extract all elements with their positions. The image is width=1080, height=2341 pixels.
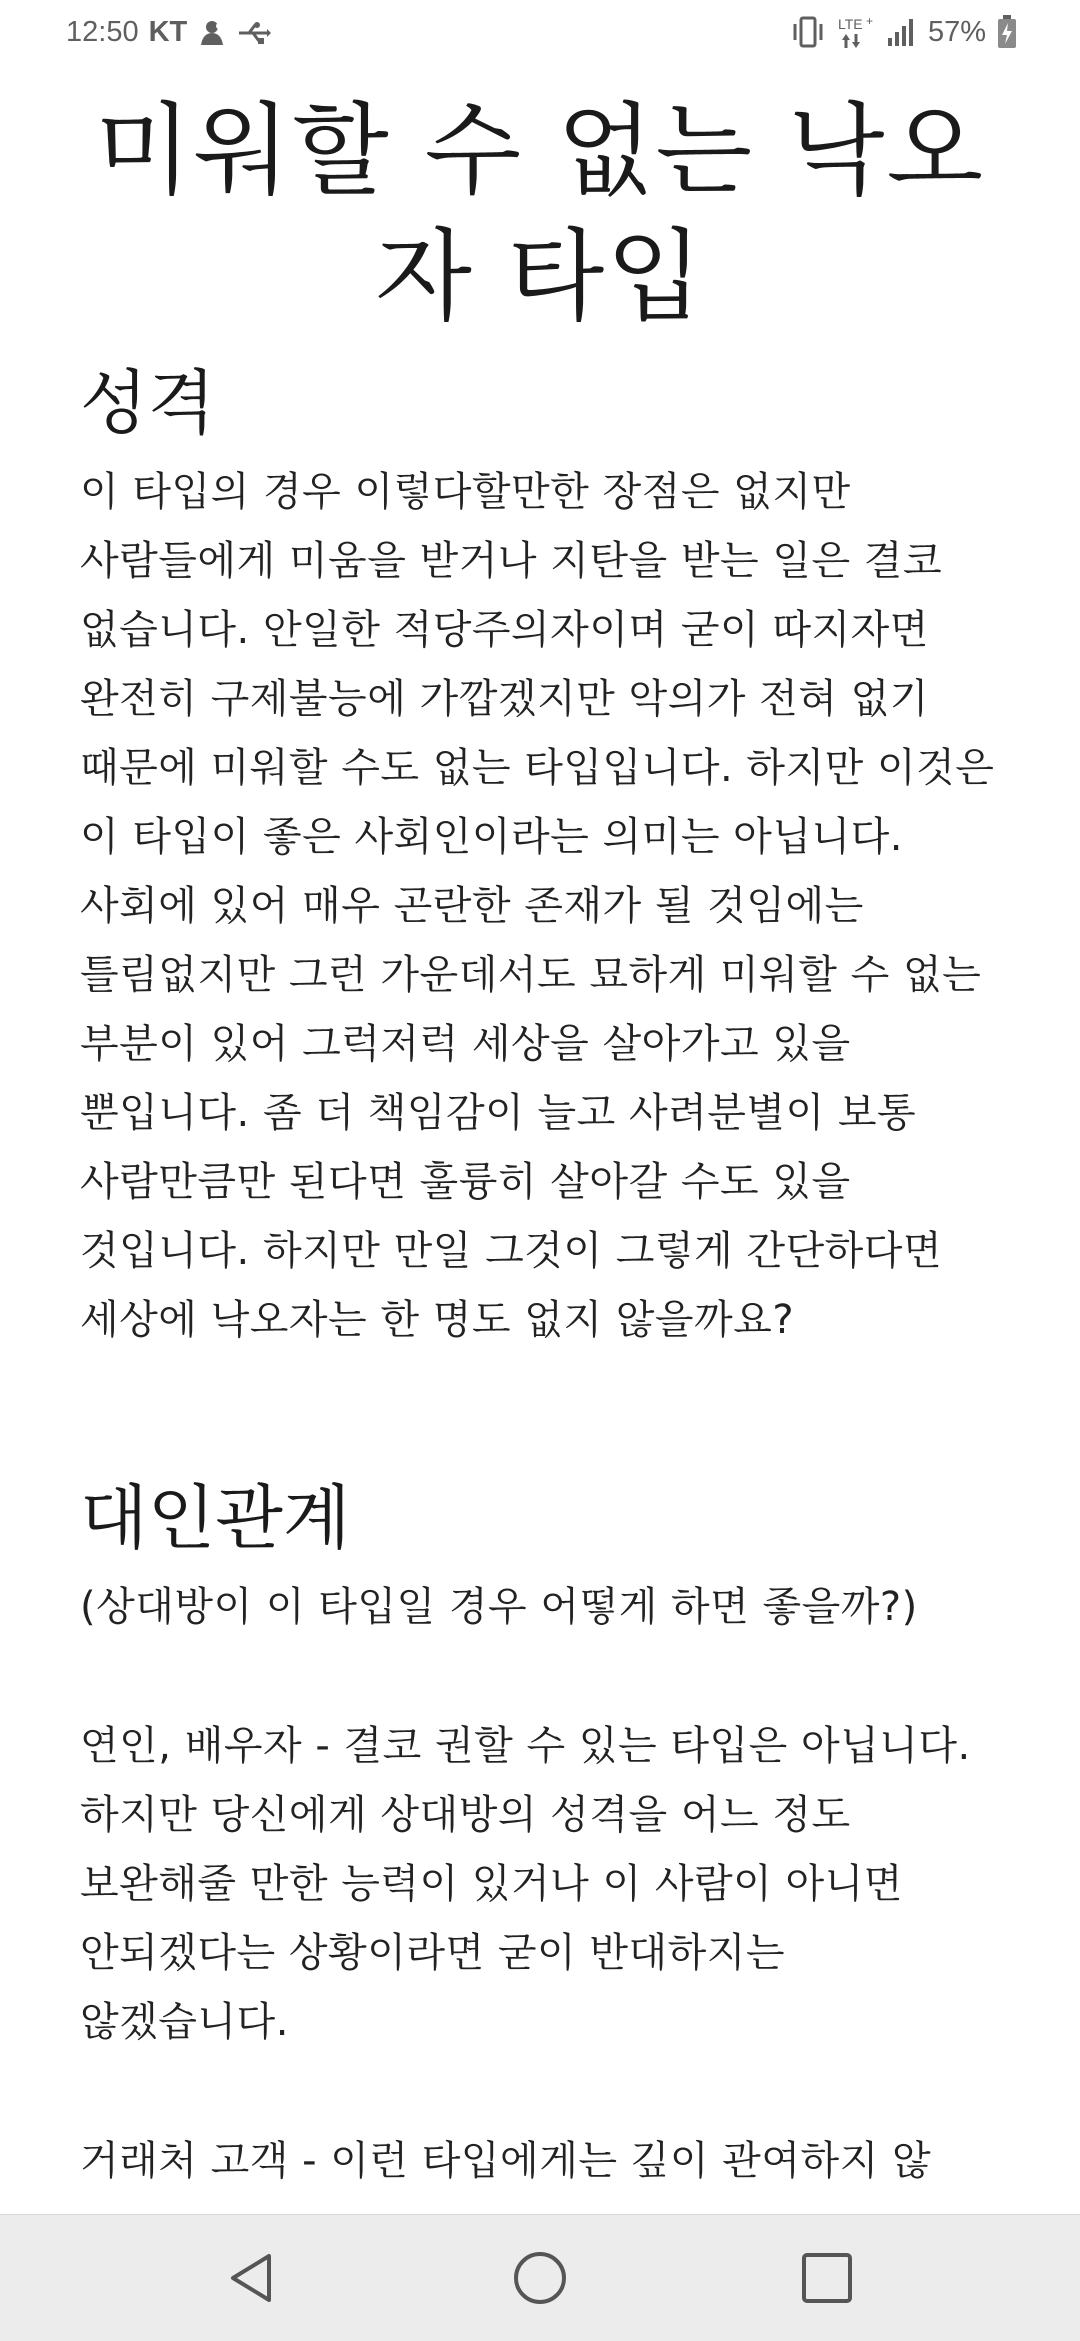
- recents-icon: [799, 2250, 855, 2306]
- personality-paragraph: 이 타입의 경우 이렇다할만한 장점은 없지만 사람들에게 미움을 받거나 지탄을 받는 일은 결코 없습니다. 안일한 적당주의자이며 굳이 따지자면 완전히 구제불능에 가깝겠지만 악의가 전혀 없기 때문에 미워할 수도 없는 타입입니다. 하지만 이것은 이 타입이 좋은 사회인이라는 의미는 아닙니다. 사회에 있어 매우 곤란한 존재가 될 것임에는 틀림없지만 그런 가운데서도 묘하게 미워할 수 없는 부분이 있어 그럭저럭 세상을 살아가고 있을 뿐입니다. 좀 더 책임감이 늘고 사려분별이 보통 사람만큼만 된다면 훌륭히 살아갈 수도 있을 것입니다. 하지만 만일 그것이 그렇게 간단하다면 세상에 낙오자는 한 명도 없지 않을까요?: [80, 469, 995, 1343]
- status-left: [66, 16, 271, 49]
- spacer: [80, 1355, 1000, 1455]
- relationships-subtitle: (상대방이 이 타입일 경우 어떻게 하면 좋을까?): [80, 1584, 918, 1630]
- section-heading-relationships: 대인관계: [80, 1477, 351, 1559]
- status-bar: [0, 0, 1080, 66]
- vibrate-icon: [790, 14, 826, 50]
- status-right: [790, 14, 1018, 50]
- home-icon: [512, 2250, 568, 2306]
- notification-icon: [197, 18, 227, 48]
- spacer: [80, 1642, 1000, 1712]
- navigation-bar: [0, 2214, 1080, 2341]
- home-button[interactable]: [505, 2243, 575, 2313]
- status-time: 12:50: [66, 16, 139, 48]
- back-button[interactable]: [218, 2243, 288, 2313]
- spacer: [80, 2057, 1000, 2127]
- recents-button[interactable]: [792, 2243, 862, 2313]
- signal-icon: [886, 16, 918, 48]
- section-heading-personality: 성격: [80, 362, 216, 444]
- battery-percent: 57%: [927, 15, 986, 48]
- client-paragraph: 거래처 고객 - 이런 타입에게는 깊이 관여하지 않: [80, 2138, 932, 2184]
- partner-paragraph: 연인, 배우자 - 결코 권할 수 있는 타입은 아닙니다. 하지만 당신에게 상대방의 성격을 어느 정도 보완해줄 만한 능력이 있거나 이 사람이 아니면 안되겠다는 상황이라면 굳이 반대하지는 않겠습니다.: [80, 1723, 971, 2045]
- page-title: 미워할 수 없는 낙오자 타입: [94, 92, 986, 335]
- article: [80, 66, 1000, 2196]
- lte-icon: [836, 14, 876, 50]
- usb-icon: [237, 20, 271, 46]
- battery-icon: [996, 14, 1018, 50]
- status-carrier: KT: [148, 16, 188, 48]
- svg-text:LTE: LTE: [837, 16, 863, 32]
- back-icon: [225, 2250, 281, 2306]
- svg-text:+: +: [865, 14, 873, 28]
